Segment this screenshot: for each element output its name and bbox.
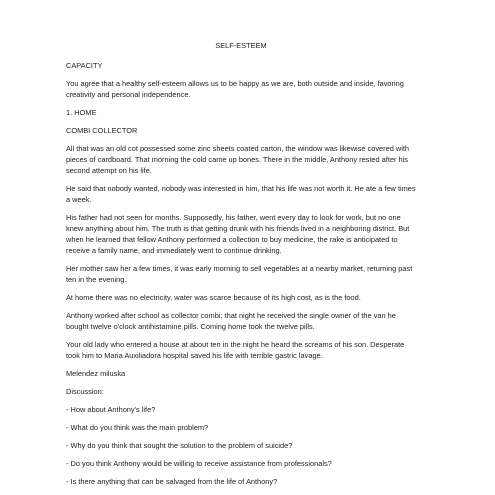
story-paragraph: He said that nobody wanted, nobody was interested in him, that his life was not worth it. He ate a few times a week.	[66, 184, 416, 204]
discussion-question: - Do you think Anthony would be willing to receive assistance from professionals?	[66, 459, 332, 468]
document-page	[66, 40, 416, 494]
story-paragraph: Her mother saw her a few times, it was early morning to sell vegetables at a nearby market, returning past ten in the evening.	[66, 264, 413, 284]
story-paragraph: Your old lady who entered a house at about ten in the night he heard the screams of his son. Desperate took him to Maria Auxiliadora hospital saved his life with terrible gastric lavage.	[66, 340, 405, 360]
subsection-heading: COMBI COLLECTOR	[66, 126, 138, 135]
author-name: Melendez miluska	[66, 369, 126, 378]
section-heading-home: 1. HOME	[66, 108, 97, 117]
discussion-label: Discussion:	[66, 387, 104, 396]
discussion-question: - How about Anthony's life?	[66, 405, 156, 414]
discussion-question: - Why do you think that sought the solution to the problem of suicide?	[66, 441, 293, 450]
story-paragraph: All that was an old cot possessed some zinc sheets coated carton, the window was likewise covered with pieces of cardboard. That morning the cold came up bones. There in the middle, Anthony rested after his second attempt on his life.	[66, 144, 410, 175]
discussion-question: - What do you think was the main problem?	[66, 423, 209, 432]
story-paragraph: Anthony worked after school as collector combi; that night he received the single owner of the van he bought twelve o'clock antihistamine pills. Coming home took the twelve pills.	[66, 311, 396, 331]
capacity-paragraph: You agree that a healthy self-esteem allows us to be happy as we are, both outside and inside, favoring creativity and personal independence.	[66, 79, 404, 99]
document-title: SELF-ESTEEM	[215, 41, 267, 50]
story-paragraph: At home there was no electricity, water was scarce because of its high cost, as is the food.	[66, 293, 361, 302]
story-paragraph: His father had not seen for months. Supposedly, his father, went every day to look for work, but no one knew anything about him. The truth is that getting drunk with his friends lived in a neighboring district. But when he learned that fellow Anthony performed a collection to buy medicine, the rake is anticipated to receive a family name, and immediately went to continue drinking.	[66, 213, 410, 255]
section-heading-capacity: CAPACITY	[66, 61, 103, 70]
discussion-question: - Is there anything that can be salvaged from the life of Anthony?	[66, 477, 278, 486]
